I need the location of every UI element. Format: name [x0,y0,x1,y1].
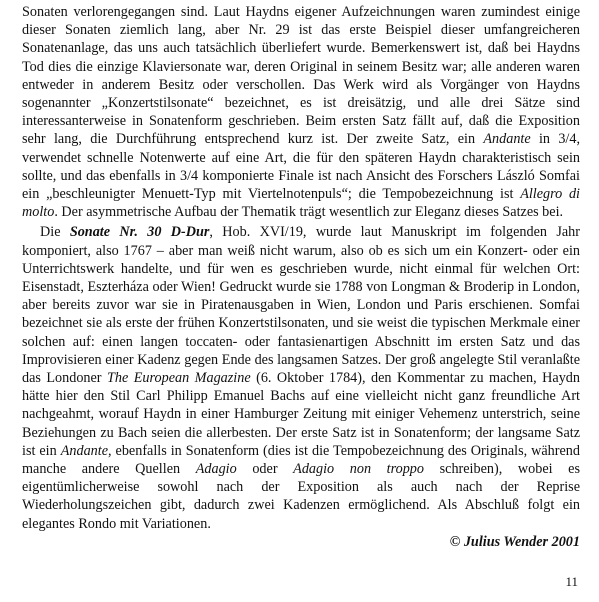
page-number: 11 [565,574,578,589]
tempo-andante: Andante [60,442,108,459]
text-run: (6. Oktober 1784), den Kommentar zu machen, Haydn hätte hier den Stil Carl Philipp Emanuel Bachs auf eine vielleicht nicht ganz freundliche Art nachgeahmt, worauf Haydn in einer Hamburger Zeitung mit einiger Vehemenz unterstrich, seine Beziehungen zu Bach seien die allerbesten. Der erste Satz ist in Sonatenform; der langsame Satz ist ein [22,370,580,459]
text-run: in 3/4, verwendet schnelle Notenwerte auf eine Art, die für den späteren Haydn charakteristisch sein sollte, und das ebenfalls in 3/4 komponierte Finale ist nach Ansicht des Forschers László Somfai ein „beschleunigter Menuett-Typ mit Viertelnotenpuls“; die Tempobezeichnung ist [22,131,580,203]
paragraph-2 [22,223,580,532]
text-run: schreiben), wobei es eigentümlicherweise sowohl nach der Exposition als auch nach der Reprise Wiederholungszeichen gibt, dadurch zwei Kadenzen ermöglichend. Als Abschluß folgt ein elegantes Rondo mit Variationen. [22,461,580,532]
paragraph-1 [22,3,580,221]
tempo-adagio-non-troppo: Adagio non troppo [293,461,424,478]
text-run: , ebenfalls in Sonatenform (dies ist die Tempobezeichnung des Originals, während manche andere Quellen [22,442,580,478]
document-page [22,3,580,551]
text-run: Die [40,224,70,241]
sonata-title: Sonate Nr. 30 D-Dur [69,224,210,241]
copyright-notice: © Julius Wender 2001 [449,533,580,550]
magazine-title: The European Magazine [107,370,251,387]
tempo-allegro-di-molto: Allegro di molto [22,186,580,221]
tempo-adagio: Adagio [195,461,237,478]
text-run: Sonaten verlorengegangen sind. Laut Haydns eigener Aufzeichnungen waren zumindest einige dieser Sonaten ziemlich lang, aber Nr. 29 ist das erste Beispiel dieser umfangreicheren Sonatenanlage, das uns auch tatsächlich überliefert wurde. Bemerkenswert ist, daß bei Haydns Tod dies die einzige Klaviersonate war, deren Original in seinem Besitz war; alle anderen waren entweder in anderem Besitz oder verschollen. Das Werk wird als Vorgänger von Haydns sogenannter „Konzertstilsonate“ bezeichnet, es ist dreisätzig, und alle drei Sätze sind interessanterweise in Sonatenform geschrieben. Beim ersten Satz fällt auf, daß die Exposition sehr lang, die Durchführung entsprechend kurz ist. Der zweite Satz, ein [22,4,580,148]
text-run: oder [236,461,294,478]
text-run: . Der asymmetrische Aufbau der Thematik trägt wesentlich zur Eleganz dieses Satzes bei. [54,204,564,221]
text-run: , Hob. XVI/19, wurde laut Manuskript im folgenden Jahr komponiert, also 1767 – aber man weiß nicht warum, also ob es sich um ein Konzert- oder ein Unterrichtswerk handelte, und für wen es geschrieben wurde, nicht einmal für welchen Ort: Eisenstadt, Eszterháza oder Wien! Gedruckt wurde sie 1788 von Longman & Broderip in London, aber bereits zuvor war sie in Piratenausgaben in Wien, London und Paris erschienen. Somfai bezeichnet sie als erste der frühen Konzertstilsonaten, und sie weist die typischen Merkmale einer solchen auf: einen langen toccaten- oder fantasienartigen Abschnitt im ersten Satz und das Improvisieren einer Kadenz gegen Ende des langsamen Satzes. Der groß angelegte Stil veranlaßte das Londoner [22,224,580,387]
tempo-andante: Andante [483,131,531,148]
